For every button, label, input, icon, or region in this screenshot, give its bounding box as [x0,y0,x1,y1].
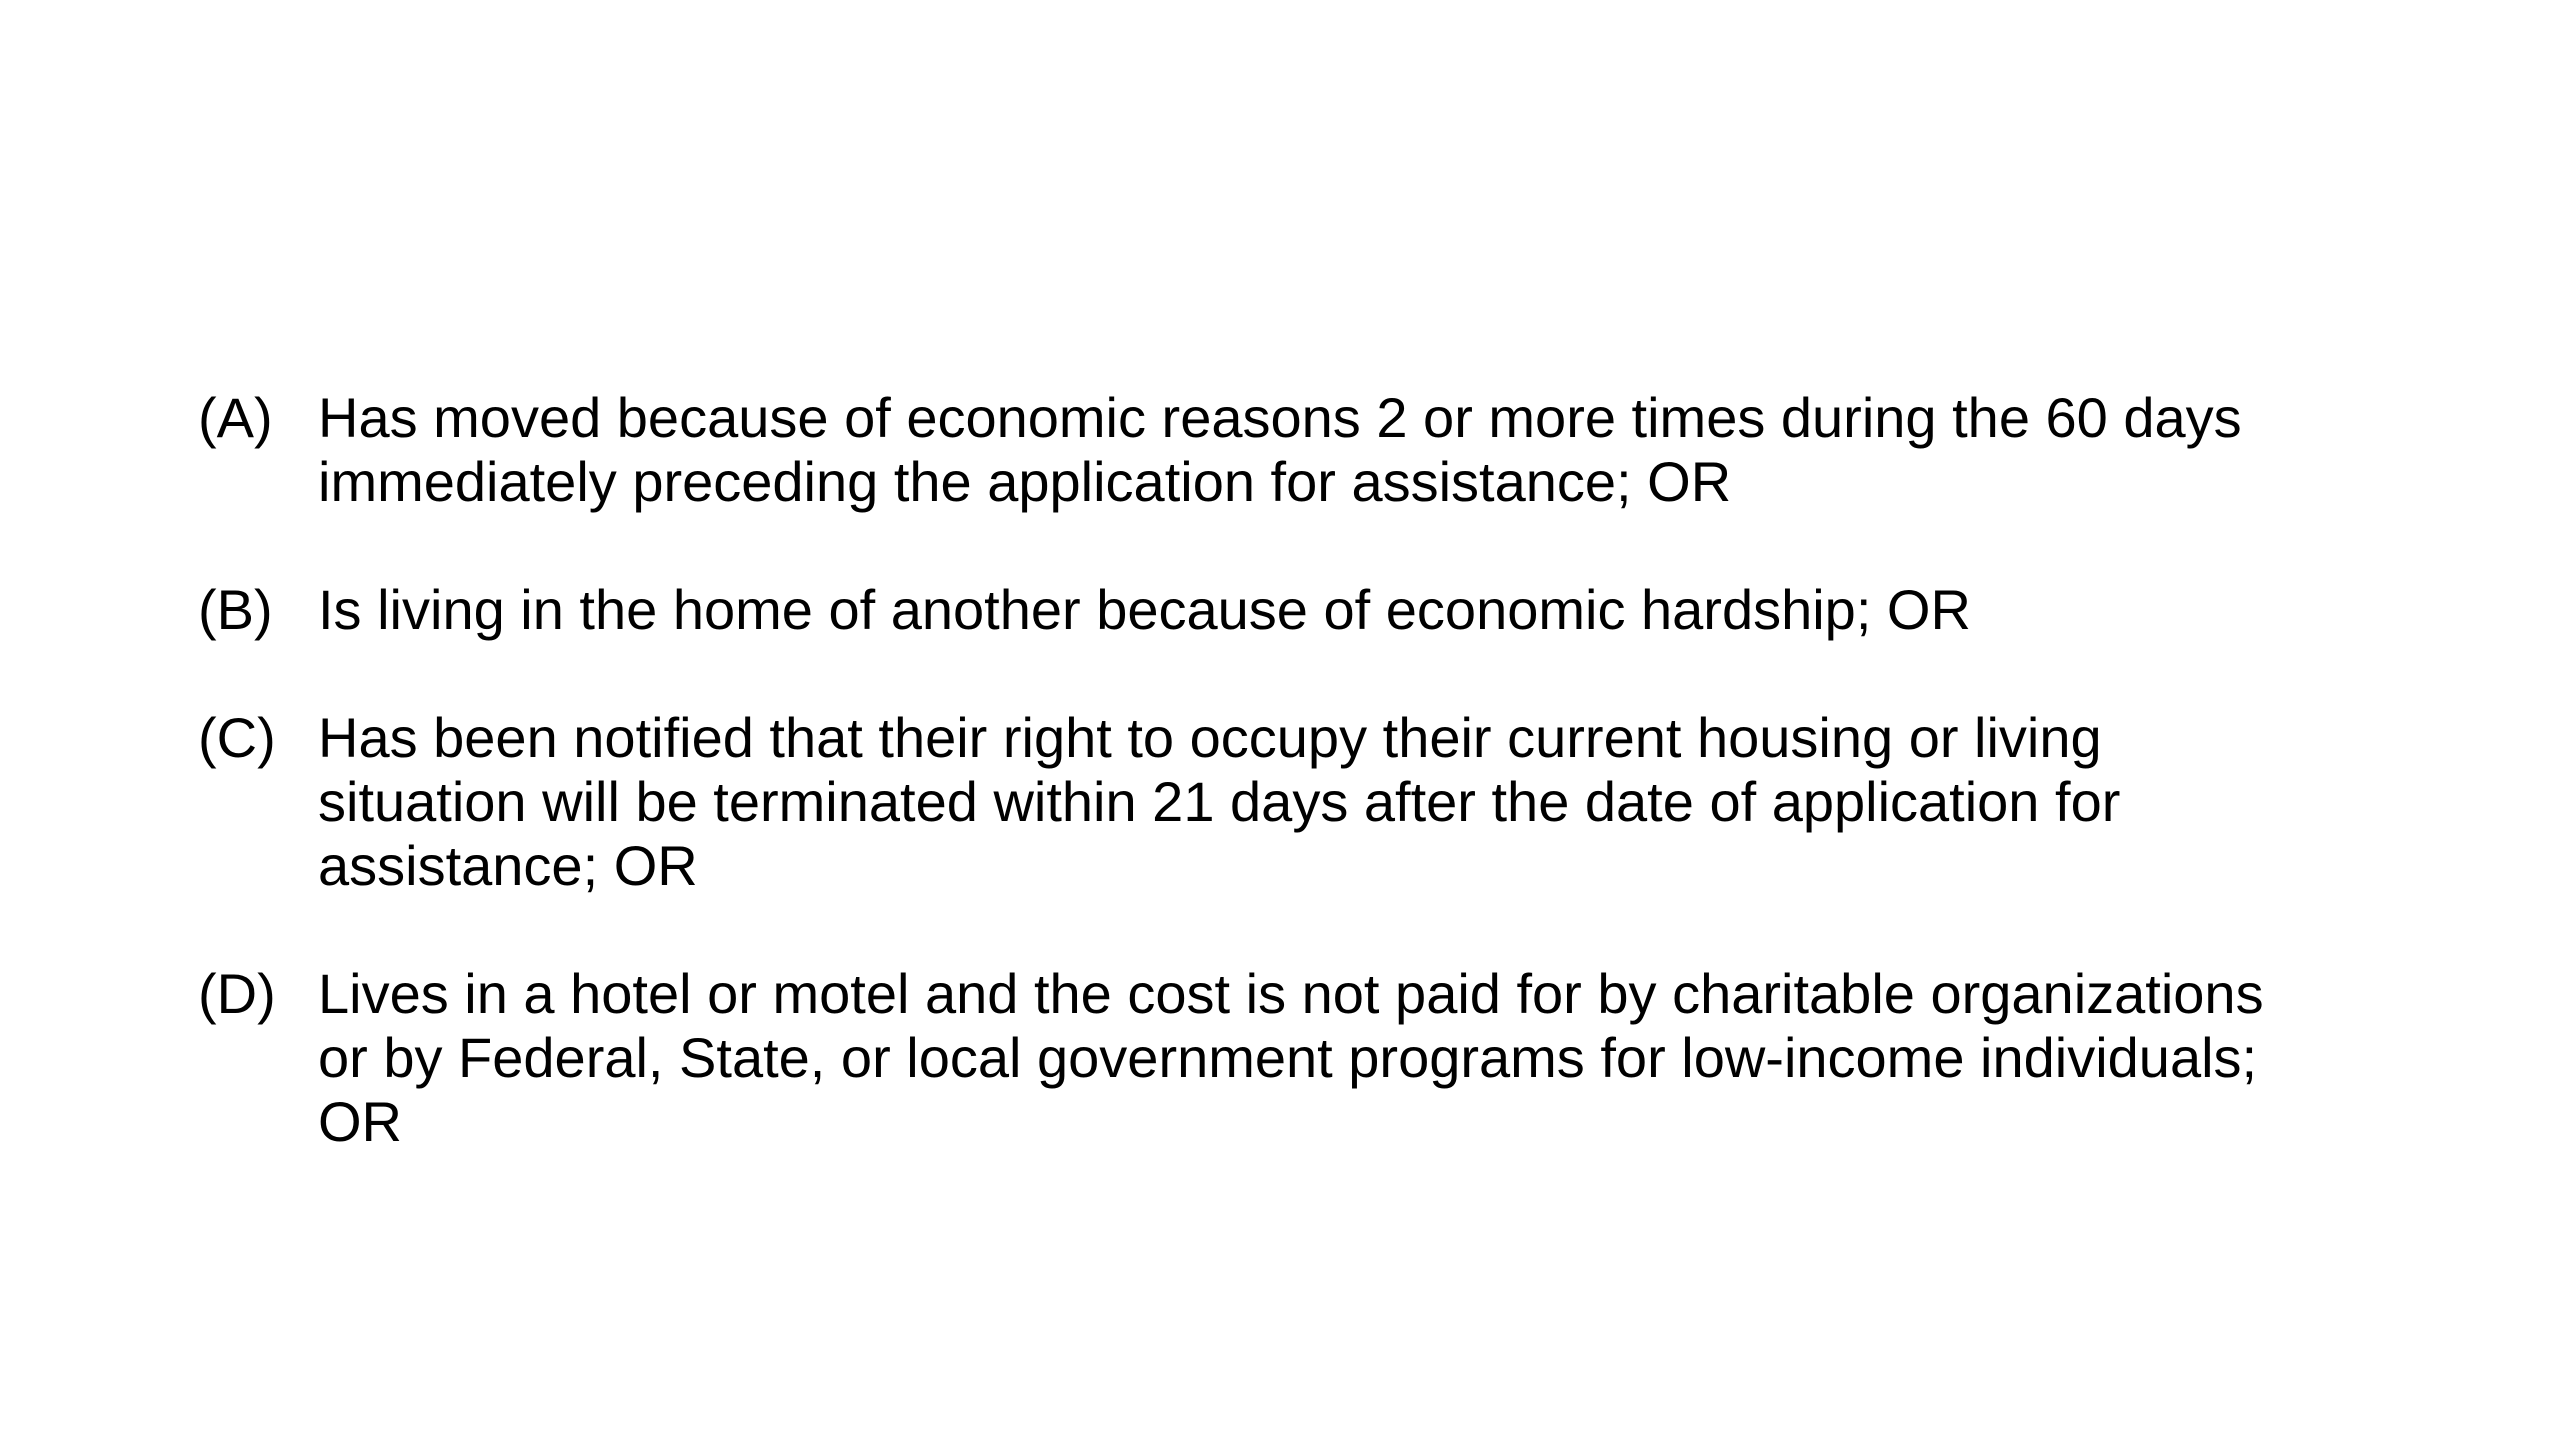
criteria-list [198,386,2498,1154]
item-marker: (D) [198,962,276,1025]
list-item-b [198,578,2498,642]
item-marker: (A) [198,386,273,449]
list-item-d [198,962,2498,1154]
item-text: Has moved because of economic reasons 2 or more times during the 60 days immediately preceding the application for assistance; OR [318,386,2242,513]
list-item-a [198,386,2498,514]
list-item-c [198,706,2498,898]
item-text: Is living in the home of another because of economic hardship; OR [318,578,1971,641]
item-marker: (B) [198,578,273,641]
item-marker: (C) [198,706,276,769]
item-text: Lives in a hotel or motel and the cost is not paid for by charitable organizations or by Federal, State, or local government programs for low-income individuals; OR [318,962,2264,1153]
item-text: Has been notified that their right to occupy their current housing or living situation will be terminated within 21 days after the date of application for assistance; OR [318,706,2121,897]
